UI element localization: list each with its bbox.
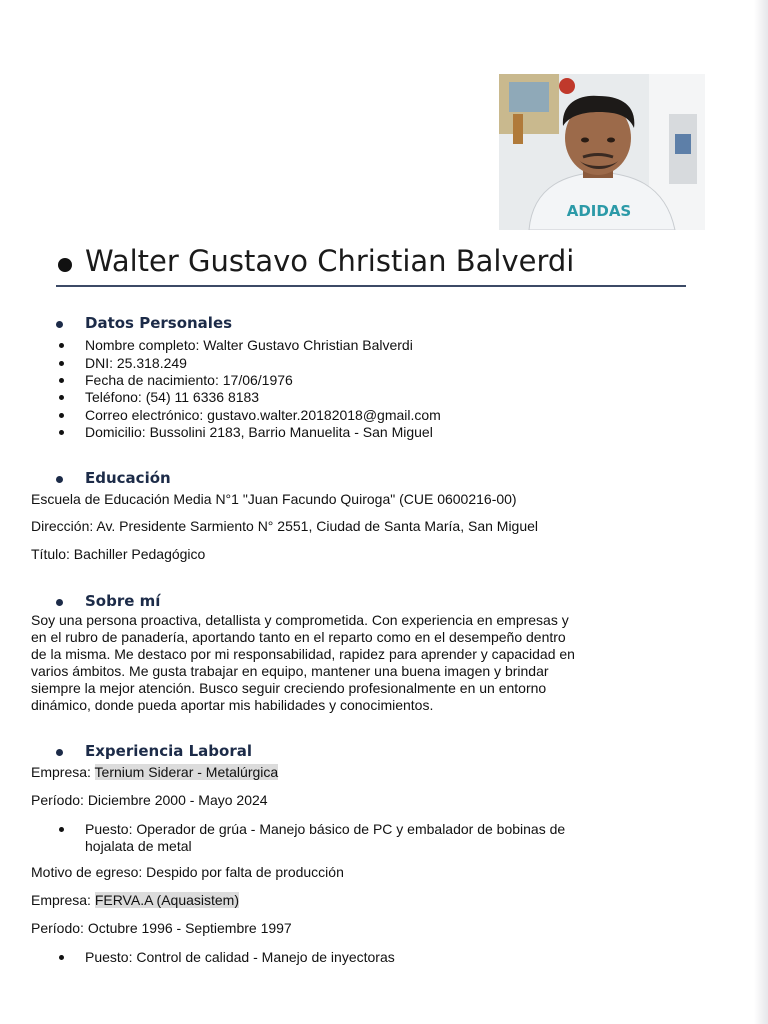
heading-label: Educación — [85, 469, 171, 487]
heading-label: Datos Personales — [85, 314, 233, 332]
personal-item-text: Domicilio: Bussolini 2183, Barrio Manuelita - San Miguel — [85, 424, 433, 440]
job-company-label: Empresa: — [31, 764, 95, 780]
job-company-name: FERVA.A (Aquasistem) — [94, 892, 240, 908]
job-position-text — [85, 949, 705, 966]
full-name-title: Walter Gustavo Christian Balverdi — [85, 244, 575, 278]
page-edge-shadow — [754, 0, 768, 1024]
job-company — [31, 764, 278, 780]
heading-label: Experiencia Laboral — [85, 742, 252, 760]
job-position-line: hojalata de metal — [85, 838, 192, 854]
job-exit-reason: Motivo de egreso: Despido por falta de producción — [31, 864, 344, 880]
about-line: varios ámbitos. Me gusta trabajar en equipo, mantener una buena imagen y brindar — [31, 663, 549, 679]
job-bullet — [59, 955, 64, 960]
shirt-logo-text: ADIDAS — [566, 202, 632, 220]
education-school: Escuela de Educación Media N°1 "Juan Facundo Quiroga" (CUE 0600216-00) — [31, 491, 517, 507]
job-company — [31, 892, 239, 908]
job-period: Período: Octubre 1996 - Septiembre 1997 — [31, 920, 292, 936]
heading-bullet — [56, 749, 63, 756]
name-header — [58, 244, 698, 288]
about-line: dinámico, donde pueda aportar mis habilidades y conocimientos. — [31, 697, 434, 713]
heading-bullet — [56, 476, 63, 483]
job-position-text — [85, 821, 705, 855]
personal-item-text: Teléfono: (54) 11 6336 8183 — [85, 389, 260, 405]
heading-bullet — [56, 599, 63, 606]
about-paragraph — [31, 612, 691, 714]
job-bullet — [59, 827, 64, 832]
education-address: Dirección: Av. Presidente Sarmiento N° 2551, Ciudad de Santa María, San Miguel — [31, 518, 539, 534]
job-company-name: Ternium Siderar - Metalúrgica — [94, 764, 279, 780]
personal-item-text: DNI: 25.318.249 — [85, 355, 187, 371]
job-company-label: Empresa: — [31, 892, 95, 908]
job-position-line: Puesto: Control de calidad - Manejo de inyectoras — [85, 949, 395, 965]
about-line: Soy una persona proactiva, detallista y comprometida. Con experiencia en empresas y — [31, 612, 569, 628]
job-period: Período: Diciembre 2000 - Mayo 2024 — [31, 792, 268, 808]
heading-bullet — [56, 321, 63, 328]
about-line: en el rubro de panadería, aportando tanto en el reparto como en el desempeño dentro — [31, 629, 566, 645]
education-title: Título: Bachiller Pedagógico — [31, 546, 206, 562]
profile-photo — [499, 74, 705, 230]
header-rule — [56, 285, 686, 287]
job-position-line: Puesto: Operador de grúa - Manejo básico de PC y embalador de bobinas de — [85, 821, 566, 837]
name-bullet — [58, 258, 72, 272]
heading-label: Sobre mí — [85, 592, 161, 610]
personal-item-email: Correo electrónico: gustavo.walter.20182018@gmail.com — [85, 407, 441, 423]
personal-item-text: Fecha de nacimiento: 17/06/1976 — [85, 372, 293, 388]
about-line: siempre la mejor atención. Busco seguir creciendo profesionalmente en un entorno — [31, 680, 547, 696]
about-line: de la misma. Me destaco por mi responsabilidad, rapidez para aprender y capacidad en — [31, 646, 575, 662]
personal-item-text: Nombre completo: Walter Gustavo Christian Balverdi — [85, 337, 413, 353]
